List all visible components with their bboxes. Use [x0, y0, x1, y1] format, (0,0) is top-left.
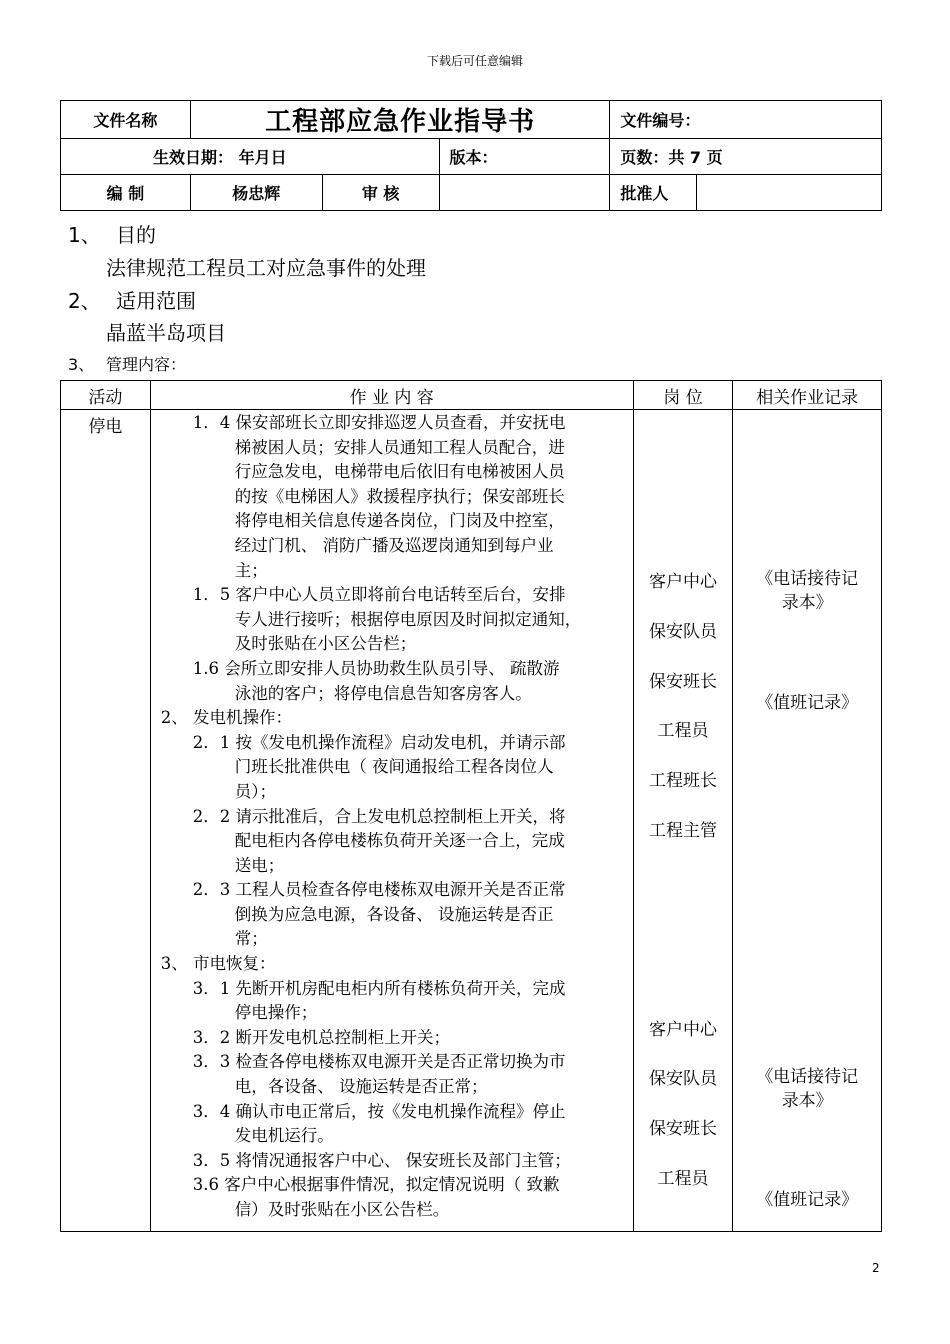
content-line: 1．4 保安部班长立即安排巡逻人员查看，并安抚电 [192, 413, 566, 432]
content-line: 3．3 检查各停电楼栋双电源开关是否正常切换为市 [192, 1052, 566, 1072]
reviewer-name [439, 175, 610, 211]
content-line: 3．4 确认市电正常后，按《发电机操作流程》停止 [192, 1101, 566, 1121]
activity-cell: 停电 [61, 410, 151, 1232]
record-item: 录本》 [781, 593, 833, 613]
compile-label: 编 制 [61, 175, 191, 211]
post-item: 保安班长 [649, 672, 717, 692]
section-1-body: 法律规范工程员工对应急事件的处理 [106, 256, 426, 280]
content-line: 电，各设备、 设施运转是否正常； [234, 1077, 488, 1097]
section-1-heading: 1、 目的 [68, 223, 156, 247]
page-number: 2 [872, 1261, 880, 1275]
record-item: 《电话接待记 [756, 569, 859, 589]
content-line: 1.6 会所立即安排人员协助救生队员引导、 疏散游 [192, 658, 560, 678]
content-line: 信）及时张贴在小区公告栏。 [234, 1200, 450, 1219]
content-line: 3．2 断开发电机总控制柜上开关； [192, 1027, 451, 1047]
post-item: 保安队员 [649, 1069, 717, 1089]
content-line: 3．5 将情况通报客户中心、 保安班长及部门主管； [192, 1150, 571, 1170]
document-title: 工程部应急作业指导书 [190, 101, 609, 139]
content-line: 将停电相关信息传递各岗位，门岗及中控室， [234, 511, 565, 531]
content-line: 经过门机、 消防广播及巡逻岗通知到每户业 [234, 535, 554, 555]
effective-date: 生效日期： 年月日 [61, 139, 440, 175]
content-line: 3.6 客户中心根据事件情况，拟定情况说明（ 致歉 [192, 1175, 560, 1195]
post-item: 客户中心 [649, 1020, 717, 1040]
section-2-heading: 2、 适用范围 [68, 289, 196, 313]
content-cell [150, 410, 633, 1232]
records-cell [733, 410, 882, 1232]
content-line: 3、 市电恢复： [160, 954, 276, 974]
content-line: 倒换为应急电源，各设备、 设施运转是否正 [234, 904, 554, 924]
content-line: 配电柜内各停电楼栋负荷开关逐一合上，完成 [234, 831, 565, 851]
content-line: 专人进行接听；根据停电原因及时间拟定通知， [234, 609, 582, 629]
header-activity: 活动 [61, 381, 151, 410]
post-item: 工程员 [657, 1169, 709, 1189]
post-item: 工程员 [657, 721, 709, 741]
post-item: 保安班长 [649, 1119, 717, 1139]
review-label: 审 核 [322, 175, 439, 211]
document-meta-table [60, 100, 882, 211]
content-line: 梯被困人员；安排人员通知工程人员配合，进 [234, 437, 565, 457]
file-number-label: 文件编号： [610, 101, 882, 139]
content-line: 2、 发电机操作： [160, 708, 293, 728]
content-line: 常； [234, 929, 268, 949]
content-line: 行应急发电，电梯带电后依旧有电梯被困人员 [234, 462, 565, 482]
content-line: 2．3 工程人员检查各停电楼栋双电源开关是否正常 [192, 880, 566, 900]
content-line: 3．1 先断开机房配电柜内所有楼栋负荷开关，完成 [192, 978, 566, 998]
page-count: 页数：共 7 页 [610, 139, 882, 175]
content-line: 2．2 请示批准后，合上发电机总控制柜上开关，将 [192, 806, 566, 826]
approver-name [697, 175, 882, 211]
content-line: 主； [234, 560, 268, 580]
approver-label: 批准人 [610, 175, 697, 211]
content-line: 1．5 客户中心人员立即将前台电话转至后台，安排 [192, 585, 566, 605]
post-item: 客户中心 [649, 572, 717, 592]
record-item: 录本》 [781, 1091, 833, 1111]
content-line: 及时张贴在小区公告栏； [234, 634, 417, 654]
post-item: 工程班长 [649, 771, 717, 791]
record-item: 《电话接待记 [756, 1067, 859, 1087]
content-line: 2．1 按《发电机操作流程》启动发电机，并请示部 [192, 732, 566, 752]
record-item: 《值班记录》 [756, 1190, 859, 1210]
content-line: 泳池的客户；将停电信息告知客房客人。 [234, 683, 532, 703]
content-line: 的按《电梯困人》救援程序执行；保安部班长 [234, 486, 565, 506]
management-table [60, 380, 882, 1232]
content-line: 停电操作； [234, 1003, 318, 1023]
post-cell [633, 410, 733, 1232]
header-content: 作 业 内 容 [150, 381, 633, 410]
post-item: 工程主管 [649, 821, 717, 841]
compiler-name: 杨忠辉 [190, 175, 322, 211]
content-line: 发电机运行。 [234, 1126, 334, 1146]
content-line: 员）； [234, 781, 277, 801]
record-item: 《值班记录》 [756, 693, 859, 713]
section-2-body: 晶蓝半岛项目 [106, 321, 226, 345]
content-line: 门班长批准供电（ 夜间通报给工程各岗位人 [234, 757, 554, 777]
post-item: 保安队员 [649, 622, 717, 642]
header-records: 相关作业记录 [733, 381, 882, 410]
download-note: 下载后可任意编辑 [426, 54, 523, 68]
version-label: 版本： [439, 139, 610, 175]
content-line: 送电； [234, 855, 285, 875]
section-3-heading: 3、 管理内容： [68, 355, 187, 374]
file-name-label: 文件名称 [61, 101, 191, 139]
header-post: 岗 位 [633, 381, 733, 410]
